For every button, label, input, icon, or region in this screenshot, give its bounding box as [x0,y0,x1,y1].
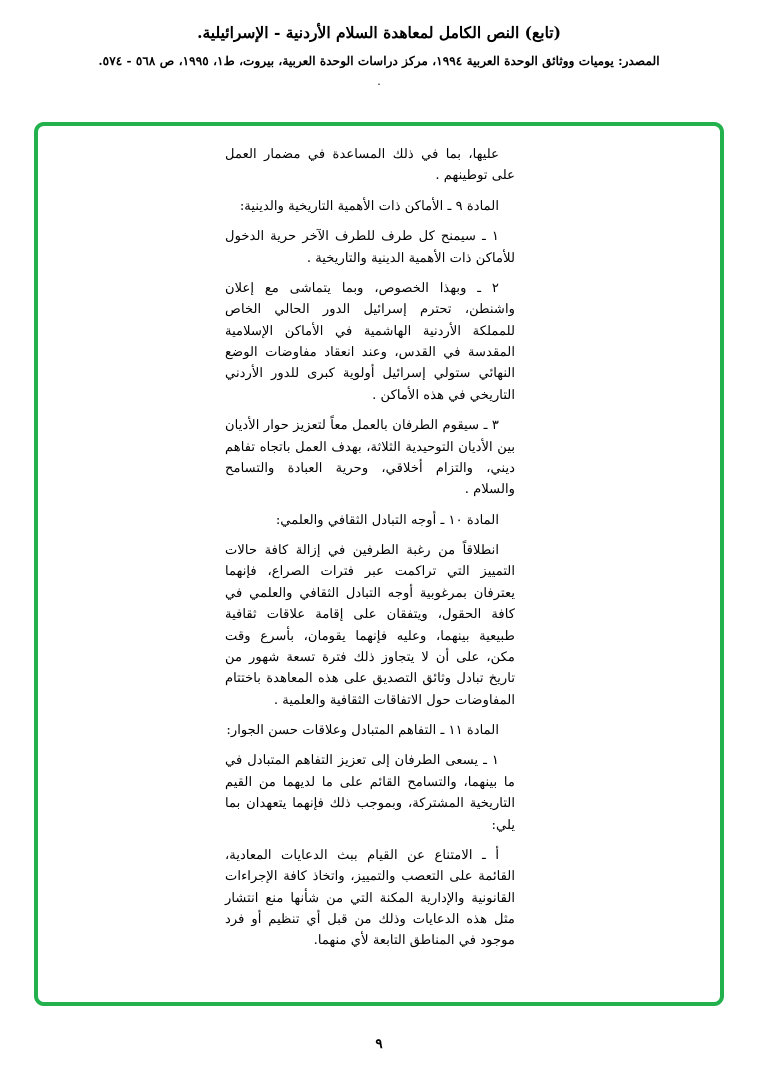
source-line: المصدر: يوميات ووثائق الوحدة العربية ١٩٩٤، مركز دراسات الوحدة العربية، بيروت، ط١، ١٩٩٥، ص ٥٦٨ - ٥٧٤. [98,53,660,68]
body-paragraph: انطلاقاً من رغبة الطرفين في إزالة كافة حالات التمييز التي تراكمت عبر فترات الصراع، فإنهما يعترفان بمرغوبية أوجه التبادل الثقافي والعلمي في كافة الحقول، ويتفقان على إقامة علاقات ثقافية طبيعية بينهما، وعليه فإنهما يقومان، بأسرع وقت مكن، على أن لا يتجاوز ذلك فترة تسعة شهور من تاريخ تبادل وثائق التصديق على هذه المعاهدة باختتام المفاوضات حول الاتفاقات الثقافية والعلمية . [225,543,515,708]
green-border-frame [34,122,724,1006]
page-number: ٩ [375,1036,383,1052]
header-dot: . [377,74,381,88]
body-paragraph: عليها، بما في ذلك المساعدة في مضمار العمل على توطينهم . [225,147,515,184]
article-10-heading: المادة ١٠ ـ أوجه التبادل الثقافي والعلمي: [275,512,499,528]
body-paragraph: ٢ ـ وبهذا الخصوص، وبما يتماشى مع إعلان واشنطن، تحترم إسرائيل الدور الحالي الخاص للمملكة الأردنية الهاشمية في الأماكن الإسلامية المقدسة في القدس، وعند انعقاد مفاوضات الوضع النهائي ستولي إسرائيل أولوية كبرى للدور الأردني التاريخي في هذه الأماكن . [225,280,515,403]
body-paragraph: أ ـ الامتناع عن القيام ببث الدعايات المعادية، القائمة على التعصب والتمييز، واتخاذ كافة الإجراءات القانونية والإدارية المكنة التي من شأنها منع انتشار مثل هذه الدعايات وذلك من قبل أي تنظيم أو فرد موجود في المناطق التابعة لأي منهما. [225,847,515,949]
document-header [0,22,758,87]
article-9-heading: المادة ٩ ـ الأماكن ذات الأهمية التاريخية والدينية: [239,198,499,214]
body-paragraph: ١ ـ سيمنح كل طرف للطرف الآخر حرية الدخول للأماكن ذات الأهمية الدينية والتاريخية . [225,229,515,266]
document-body [225,144,515,961]
page-title: (تابع) النص الكامل لمعاهدة السلام الأردنية - الإسرائيلية. [197,23,561,42]
body-paragraph: ٣ ـ سيقوم الطرفان بالعمل معاً لتعزيز حوار الأديان بين الأديان التوحيدية الثلاثة، بهدف العمل باتجاه تفاهم ديني، والتزام أخلاقي، وحرية العبادة والتسامح والسلام . [225,418,515,498]
body-paragraph: ١ ـ يسعى الطرفان إلى تعزيز التفاهم المتبادل في ما بينهما، والتسامح القائم على ما لديهما من القيم التاريخية المشتركة، وبموجب ذلك فإنهما يتعهدان بما يلي: [225,753,515,833]
article-11-heading: المادة ١١ ـ التفاهم المتبادل وعلاقات حسن الجوار: [226,723,499,738]
